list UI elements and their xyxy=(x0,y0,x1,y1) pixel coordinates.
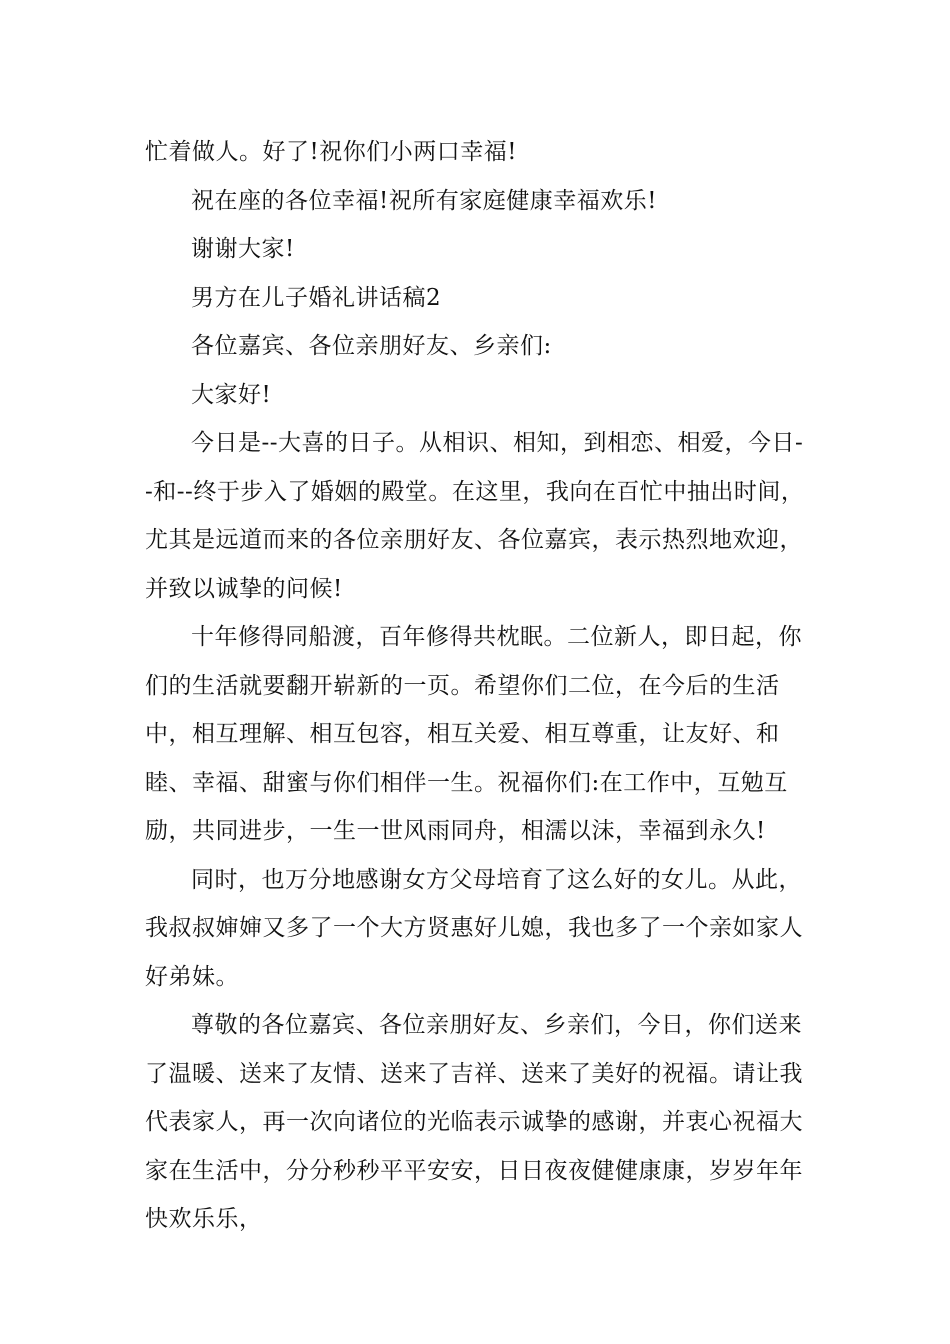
paragraph-10: 尊敬的各位嘉宾、各位亲朋好友、乡亲们，今日，你们送来了温暖、送来了友情、送来了吉祥、送来了美好的祝福。请让我代表家人，再一次向诸位的光临表示诚挚的感谢，并衷心祝福大家在生活中，分分秒秒平平安安，日日夜夜健健康康，岁岁年年快欢乐乐， xyxy=(145,1012,803,1232)
paragraph-2: 祝在座的各位幸福!祝所有家庭健康幸福欢乐! xyxy=(191,187,657,214)
paragraph-7: 今日是--大喜的日子。从相识、相知，到相恋、相爱，今日--和--终于步入了婚姻的殿堂。在这里，我向在百忙中抽出时间，尤其是远道而来的各位亲朋好友、各位嘉宾，表示热烈地欢迎，并致以诚挚的问候! xyxy=(145,430,805,602)
document-body xyxy=(145,128,810,1244)
section-heading: 男方在儿子婚礼讲话稿2 xyxy=(191,284,442,311)
paragraph-1: 忙着做人。好了!祝你们小两口幸福! xyxy=(145,139,517,165)
paragraph-3: 谢谢大家! xyxy=(191,236,295,262)
greeting: 大家好! xyxy=(191,381,272,408)
paragraph-8: 十年修得同船渡，百年修得共枕眠。二位新人，即日起，你们的生活就要翻开崭新的一页。希望你们二位，在今后的生活中，相互理解、相互包容，相互关爱、相互尊重，让友好、和睦、幸福、甜蜜与你们相伴一生。祝福你们:在工作中，互勉互励，共同进步，一生一世风雨同舟，相濡以沫，幸福到永久! xyxy=(145,624,802,844)
salutation: 各位嘉宾、各位亲朋好友、乡亲们: xyxy=(191,333,552,359)
paragraph-9: 同时，也万分地感谢女方父母培育了这么好的女儿。从此，我叔叔婶婶又多了一个大方贤惠好儿媳，我也多了一个亲如家人好弟妹。 xyxy=(145,866,803,990)
